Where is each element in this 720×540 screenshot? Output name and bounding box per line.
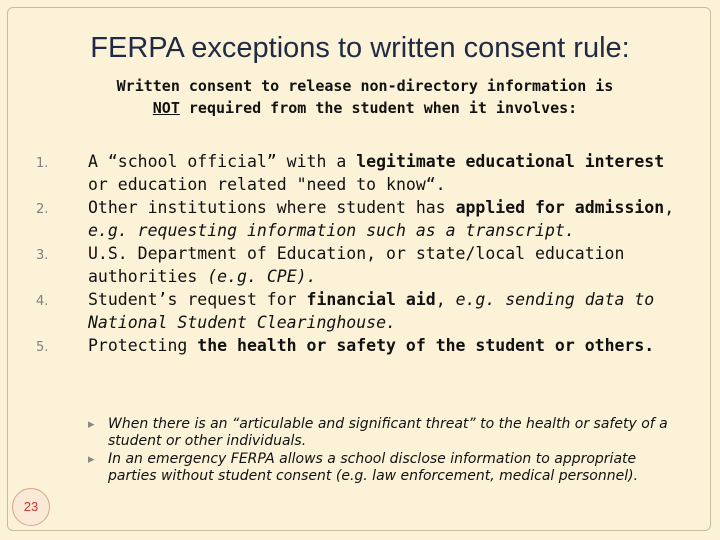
slide-title: FERPA exceptions to written consent rule: bbox=[90, 32, 630, 64]
arrow-bullet-icon: ▸ bbox=[88, 452, 95, 467]
exception-item bbox=[36, 196, 676, 242]
item-text: , bbox=[664, 198, 675, 217]
intro-line-2-rest: required from the student when it involves: bbox=[179, 99, 578, 117]
exceptions-list bbox=[36, 150, 676, 357]
safety-detail-text: In an emergency FERPA allows a school disclose information to appropriate parties without student consent (e.g. law enforcement, medical personnel). bbox=[108, 451, 639, 484]
item-text: Student’s request for bbox=[88, 290, 307, 309]
safety-detail-item bbox=[88, 416, 678, 450]
intro-line-1: Written consent to release non-directory information is bbox=[116, 77, 614, 95]
item-text: A “school official” with a bbox=[88, 152, 357, 171]
arrow-bullet-icon: ▸ bbox=[88, 417, 95, 432]
safety-detail-item bbox=[88, 451, 678, 485]
intro-line-2 bbox=[40, 97, 690, 119]
exception-item bbox=[36, 150, 676, 196]
safety-detail-text: When there is an “articulable and significant threat” to the health or safety of a student or other individuals. bbox=[108, 416, 668, 449]
item-text: or education related "need to know“. bbox=[88, 175, 446, 194]
item-text: financial aid bbox=[306, 290, 436, 309]
item-text: (e.g. CPE). bbox=[207, 267, 317, 286]
intro-text bbox=[40, 75, 690, 119]
item-text: applied for admission bbox=[455, 198, 665, 217]
not-emphasis: NOT bbox=[152, 99, 180, 117]
page-number-badge: 23 bbox=[12, 488, 50, 526]
safety-details-list bbox=[88, 416, 678, 486]
item-text: , bbox=[435, 290, 456, 309]
item-text: legitimate educational interest bbox=[356, 152, 665, 171]
item-text: the health or safety of the student or others. bbox=[197, 336, 655, 355]
item-text: Other institutions where student has bbox=[88, 198, 456, 217]
exception-item bbox=[36, 288, 676, 334]
item-text: Protecting bbox=[88, 336, 198, 355]
item-text: e.g. requesting information such as a transcript. bbox=[88, 221, 575, 240]
item-number: 1. bbox=[36, 156, 49, 171]
item-number: 2. bbox=[36, 202, 49, 217]
item-number: 3. bbox=[36, 248, 49, 263]
exception-item bbox=[36, 242, 676, 288]
item-text: e.g. sending data to National Student Clearinghouse. bbox=[88, 290, 655, 332]
item-text: U.S. Department of Education, or state/local education authorities bbox=[88, 244, 625, 286]
item-number: 4. bbox=[36, 294, 49, 309]
exception-item bbox=[36, 334, 676, 357]
item-number: 5. bbox=[36, 340, 49, 355]
